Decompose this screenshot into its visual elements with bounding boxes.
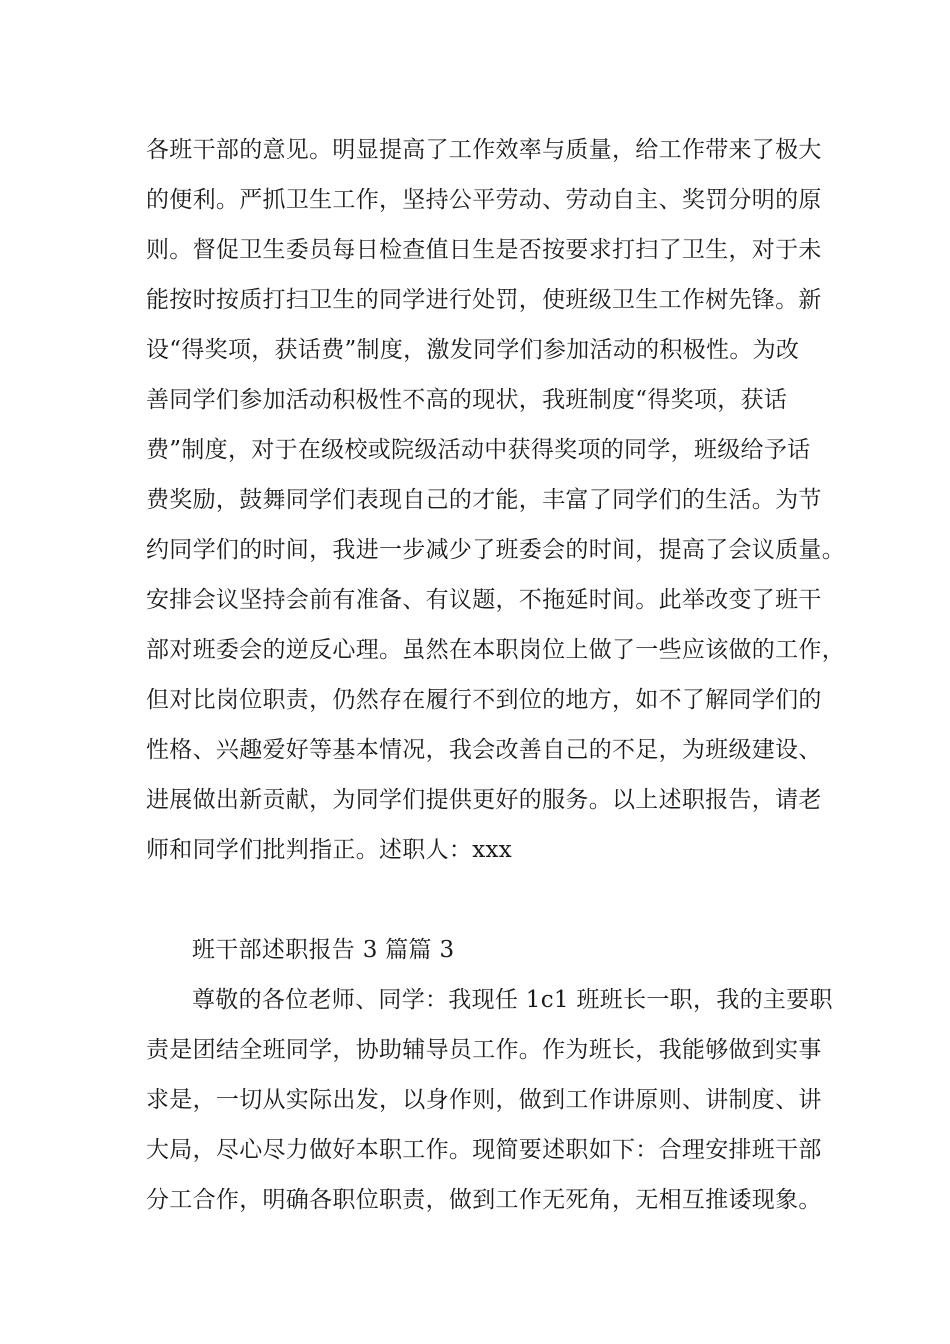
paragraph-2-line-4: 大局，尽心尽力做好本职工作。现简要述职如下：合理安排班干部 [146, 1137, 822, 1163]
paragraph-2-line-5: 分工合作，明确各职位职责，做到工作无死角，无相互推诿现象。 [146, 1187, 822, 1213]
paragraph-1-line-6: 善同学们参加活动积极性不高的现状，我班制度“得奖项，获话 [146, 387, 788, 413]
paragraph-1-line-3: 则。督促卫生委员每日检查值日生是否按要求打扫了卫生，对于未 [146, 237, 822, 263]
paragraph-1-line-15: 师和同学们批判指正。述职人：xxx [146, 837, 513, 863]
paragraph-1-line-10: 安排会议坚持会前有准备、有议题，不拖延时间。此举改变了班干 [146, 587, 822, 613]
paragraph-1-line-7: 费”制度，对于在级校或院级活动中获得奖项的同学，班级给予话 [146, 437, 811, 463]
paragraph-1-line-8: 费奖励，鼓舞同学们表现自己的才能，丰富了同学们的生活。为节 [146, 487, 822, 513]
paragraph-1-line-12: 但对比岗位职责，仍然存在履行不到位的地方，如不了解同学们的 [146, 687, 822, 713]
paragraph-1-line-5: 设“得奖项，获话费”制度，激发同学们参加活动的积极性。为改 [146, 337, 800, 363]
paragraph-1-line-2: 的便利。严抓卫生工作，坚持公平劳动、劳动自主、奖罚分明的原 [146, 187, 822, 213]
paragraph-2-line-2: 责是团结全班同学，协助辅导员工作。作为班长，我能够做到实事 [146, 1037, 822, 1063]
section-heading: 班干部述职报告 3 篇篇 3 [192, 937, 455, 963]
paragraph-1-line-4: 能按时按质打扫卫生的同学进行处罚，使班级卫生工作树先锋。新 [146, 287, 822, 313]
paragraph-1-line-1: 各班干部的意见。明显提高了工作效率与质量，给工作带来了极大 [146, 137, 822, 163]
paragraph-2-line-3: 求是，一切从实际出发，以身作则，做到工作讲原则、讲制度、讲 [146, 1087, 822, 1113]
paragraph-1-line-13: 性格、兴趣爱好等基本情况，我会改善自己的不足，为班级建设、 [146, 737, 822, 763]
paragraph-1-line-11: 部对班委会的逆反心理。虽然在本职岗位上做了一些应该做的工作， [146, 637, 845, 663]
paragraph-2-line-1: 尊敬的各位老师、同学：我现任 1c1 班班长一职，我的主要职 [192, 987, 833, 1013]
paragraph-1-line-14: 进展做出新贡献，为同学们提供更好的服务。以上述职报告，请老 [146, 787, 822, 813]
paragraph-1-line-9: 约同学们的时间，我进一步减少了班委会的时间，提高了会议质量。 [146, 537, 845, 563]
